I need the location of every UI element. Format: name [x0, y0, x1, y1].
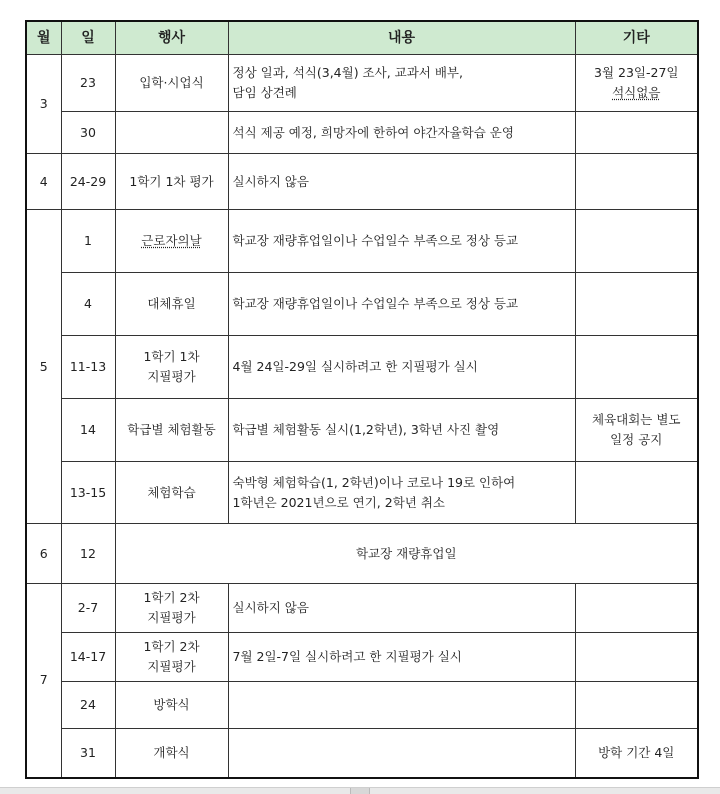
day-cell: 11-13 — [61, 336, 115, 399]
day-cell: 14 — [61, 399, 115, 462]
content-line: 숙박형 체험학습(1, 2학년)이나 코로나 19로 인하여 — [232, 474, 516, 490]
content-cell: 석식 제공 예정, 희망자에 한하여 야간자율학습 운영 — [228, 112, 575, 154]
etc-cell — [575, 584, 698, 633]
table-row — [26, 210, 698, 273]
scrollbar-thumb[interactable] — [350, 788, 370, 794]
content-line: 담임 상견례 — [232, 85, 297, 100]
etc-cell — [575, 633, 698, 682]
table-row — [26, 399, 698, 462]
etc-cell — [575, 112, 698, 154]
table-row — [26, 584, 698, 633]
event-cell: 방학식 — [115, 682, 228, 729]
event-line: 1학기 2차 — [143, 639, 200, 654]
event-cell — [115, 584, 228, 633]
day-cell: 24-29 — [61, 154, 115, 210]
table-row — [26, 273, 698, 336]
event-cell — [115, 210, 228, 273]
etc-cell — [575, 273, 698, 336]
table-row — [26, 336, 698, 399]
content-cell: 학급별 체험활동 실시(1,2학년), 3학년 사진 촬영 — [228, 399, 575, 462]
day-cell: 23 — [61, 55, 115, 112]
table-row — [26, 524, 698, 584]
etc-cell — [575, 399, 698, 462]
etc-cell — [575, 336, 698, 399]
event-cell: 1학기 1차 평가 — [115, 154, 228, 210]
day-cell: 24 — [61, 682, 115, 729]
etc-cell — [575, 210, 698, 273]
event-line: 지필평가 — [147, 369, 196, 384]
event-cell: 개학식 — [115, 729, 228, 778]
table-row — [26, 462, 698, 524]
etc-line: 3월 23일-27일 — [594, 65, 679, 80]
content-cell: 실시하지 않음 — [228, 154, 575, 210]
table-row — [26, 682, 698, 729]
table-row — [26, 112, 698, 154]
content-cell — [228, 729, 575, 778]
month-cell: 3 — [26, 55, 61, 154]
etc-cell — [575, 462, 698, 524]
event-cell: 대체휴일 — [115, 273, 228, 336]
etc-line: 일정 공지 — [610, 432, 663, 447]
day-cell: 13-15 — [61, 462, 115, 524]
header-etc: 기타 — [575, 21, 698, 55]
header-content: 내용 — [228, 21, 575, 55]
event-line: 지필평가 — [147, 659, 196, 674]
event-label: 근로자의날 — [141, 233, 202, 248]
event-cell — [115, 112, 228, 154]
header-row — [26, 21, 698, 55]
content-cell — [228, 682, 575, 729]
day-cell: 1 — [61, 210, 115, 273]
content-cell: 학교장 재량휴업일이나 수업일수 부족으로 정상 등교 — [228, 210, 575, 273]
table-row — [26, 55, 698, 112]
header-day: 일 — [61, 21, 115, 55]
school-schedule-table — [25, 20, 699, 779]
content-cell — [228, 462, 575, 524]
content-cell: 4월 24일-29일 실시하려고 한 지필평가 실시 — [228, 336, 575, 399]
content-line: 정상 일과, 석식(3,4월) 조사, 교과서 배부, — [232, 65, 463, 80]
event-line: 1학기 2차 — [143, 590, 200, 605]
header-event: 행사 — [115, 21, 228, 55]
day-cell: 14-17 — [61, 633, 115, 682]
day-cell: 4 — [61, 273, 115, 336]
etc-line: 체육대회는 별도 — [592, 412, 681, 427]
table-row — [26, 633, 698, 682]
etc-cell: 방학 기간 4일 — [575, 729, 698, 778]
event-line: 지필평가 — [147, 610, 196, 625]
etc-cell — [575, 682, 698, 729]
content-line: 1학년은 2021년으로 연기, 2학년 취소 — [232, 494, 445, 510]
day-cell: 30 — [61, 112, 115, 154]
etc-cell — [575, 55, 698, 112]
table-row — [26, 729, 698, 778]
content-cell — [228, 55, 575, 112]
event-cell: 학급별 체험활동 — [115, 399, 228, 462]
content-cell: 7월 2일-7일 실시하려고 한 지필평가 실시 — [228, 633, 575, 682]
event-cell — [115, 633, 228, 682]
day-cell: 12 — [61, 524, 115, 584]
month-cell: 5 — [26, 210, 61, 524]
day-cell: 2-7 — [61, 584, 115, 633]
etc-line: 석식없음 — [612, 85, 661, 100]
month-cell: 6 — [26, 524, 61, 584]
table-row — [26, 154, 698, 210]
day-cell: 31 — [61, 729, 115, 778]
content-cell: 학교장 재량휴업일이나 수업일수 부족으로 정상 등교 — [228, 273, 575, 336]
header-month: 월 — [26, 21, 61, 55]
etc-cell — [575, 154, 698, 210]
event-cell — [115, 336, 228, 399]
merged-content-cell: 학교장 재량휴업일 — [115, 524, 698, 584]
event-cell: 입학·시업식 — [115, 55, 228, 112]
month-cell: 7 — [26, 584, 61, 778]
month-cell: 4 — [26, 154, 61, 210]
content-cell: 실시하지 않음 — [228, 584, 575, 633]
event-line: 1학기 1차 — [143, 349, 200, 364]
document-page — [25, 20, 699, 779]
event-cell: 체험학습 — [115, 462, 228, 524]
